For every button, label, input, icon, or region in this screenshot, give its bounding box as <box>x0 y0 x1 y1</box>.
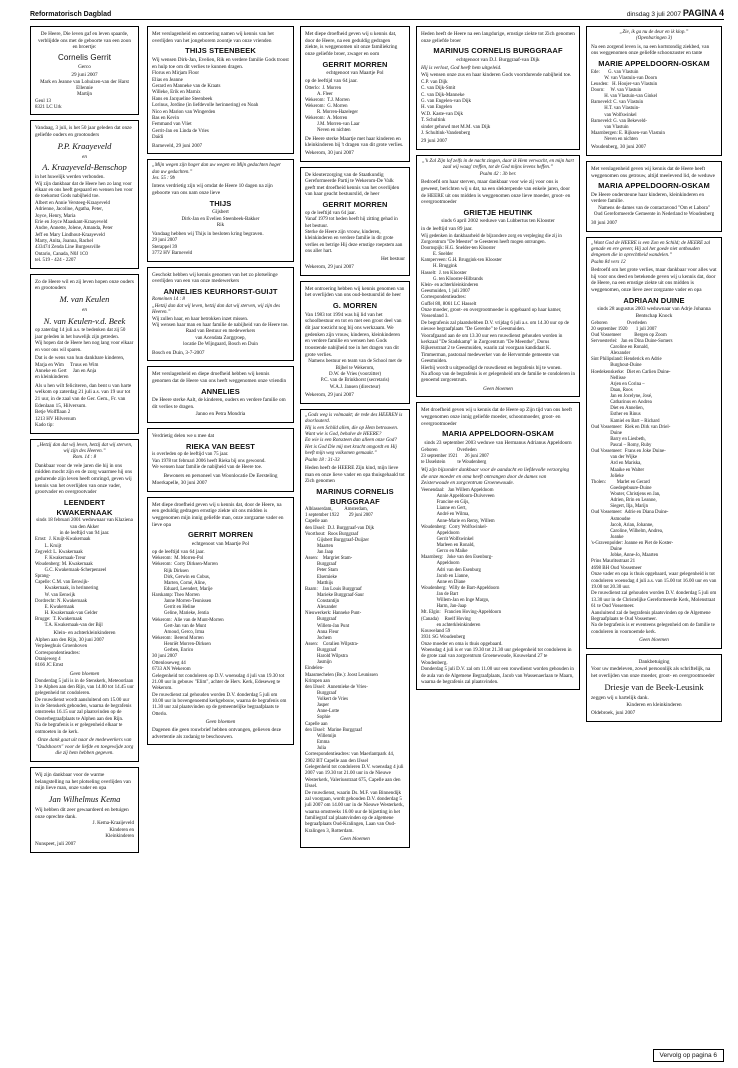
condolence-thijs-steenbeek: Met verslagenheid en ontroering namen wij kennis van het overlijden van het jongeborem zoontje van onze vrienden THIJS STEENBEEK Wij wensen Dirk-Jan, Evelien, Rik en verdere familie Gods troost en hulp toe om dit verlies te kunnen dragen. Florus en Mirjam Floor Elias en Jeanne Gerard en Manneke van de Kraats Willeke, Erik en Marnix Hans en Jacqueline Steenbeek Lorinus, Jordine (in liefdevolle herinnering) en Noah Nico en Marion van Wingerden Bas en Kevin Femmand van Vliet Gerrit-Jan en Linda de Vries Daïdi Barneveld, 29 juni 2007 <box>147 26 294 154</box>
condolence-keurhorst: Geschokt hebben wij kennis genomen van het zo plotselinge overlijden van een van onze medewerkers ANNELIES KEURHORST-GUIJT Romeinen 14 : 8 „Hetzij dan dat wij leven, hetzij dan dat wij sterven, wij zijn des Heeren.” Wij zullen haar, en haar betrokken inzet missen. Wij wensen haar man en haar familie de nabijheid van de Heere toe. Raad van Bestuur en medewerkers van Acendata Zorggroep, locatie De Wijngaard, Bosch en Duin Bosch en Duin, 3-7-2007 <box>147 267 294 362</box>
column-2 <box>147 26 294 1048</box>
anniversary-van-keulen: Zo de Heere wil en zij leven hopen onze ouders en grootouders M. van Keulen en N. van Keulen-v.d. Beek op zaterdag 14 juli a.s. te bedenken dat zij 50 jaar geleden in het huwelijk zijn getreden. Wij hopen dat de Heere hen nog lang voor elkaar en voor ons wil sparen. Dat is de wens van hun dankbare kinderen, Marja en Wim Truus en Wim Anneke en Gert Jan en Anja en kleinkinderen Als u hen wilt feliciteren, dan bent u van harte welkom op zaterdag 21 juli a.s. van 19 uur tot 21 uur, in de zaal van de Ger. Gem., Fr. van Edenlaan 15, Hilversum. Betje Wolfflaan 2 1213 HV Hilversum Kado tip: <box>30 274 139 434</box>
continue-link[interactable]: Vervolg op pagina 6 <box>653 1049 724 1062</box>
obituary-maria-appeldoorn-family: Met droefheid geven wij u kennis dat de Heere op Zijn tijd van ons heeft weggenomen onze innig geliefde moeder, schoonmoeder, groot- en overgrootmoeder MARIA APPELDOORN-OSKAM sinds 23 september 2003 weduwe van Hermanus Adrianus Appeldoorn Geboren Overleden 23 september 1921 26 juni 2007 te IJsselstein te Woudenberg Wij zijn bijzonder dankbaar voor de aandacht en liefdevolle verzorging die onze moeder en oma heeft ontvangen door de dames van Zeisterwoude en zorgcentrum Groenewoude. Veenendaal: Jan Willem Appeldoorn Annie Appeldoorn-Duiveveen Francine en Gijs, Lianne en Gert, André en Wilma, Anne-Marie en Remy, Willem Woudenberg: Corry Wolfswinkel- Appeldoorn Gerrit Wolfswinkel Marleen en Ronald, Gerco en Maike Maarnberg: Joke van den Esenburg- Appeldoorn Adri van den Esenburg Jacob en Lianne, Anne en Diane Woudenberg: Willy de Bart-Appeldoorn Jan de Bart Willem-Jan en Inge Margo, Harm, Jan-Jaap Mt. Elgin: Francien Hoving-Appeldoorn (Canada) Roelf Hoving en achterkleinkinderen Kouweland 59 3931 SG Woudenberg Onze moeder en oma is thuis opgebaard. Woensdag 4 juli is er van 19.30 tot 21.30 uur gelegenheid tot condoleren in de grote zaal van zorgcentrum Groenewoude, Kouweland 27 te Woudenberg. Donderdag 5 juli D.V. zal om 11.00 uur een rouwdienst worden gehouden in de aula van de Algemene Begraafplaats, Jacob van Wassenaerlaan te Maarn, waarna de begrafenis zal plaatsvinden. <box>416 402 580 690</box>
obituary-grietje-heutink: „'k Zal Zijn lof zelfs in de nacht zingen, daar ik Hem verwacht, en mijn hart zaal wij waag' treffen, tot de God mijns levens heffen.” Psalm 42 : 3b ber. Bedroefd om haar sterven, maar dankbaar voor wie zij voor ons is geweest, berichten wij u dat, na een slekterpende van enkele jaren, door de HEERE uit ons midden is weggenomen onze lieve moeder, groot- en overgrootmoeder GRIETJE HEUTINK sinds 6 april 2002 weduwe van Lubbertus ten Klooster in de leeftijd van 89 jaar. Wij gedenken in dankbaarheid de bijzondere zorg en verpleging die zij in Zorgcentrum "De Meester" te Geesteren heeft mogen ontvangen. Doornspijk: H.G. Snelder-ten Klooster E. Snelder Kamperveen: G.H. Bruggink-ten Klooster H. Bruggink Hasselt: J. ten Klooster G. ten Klooster-Hilbrands Klein- en achterkleinkinderen Geesmuiden, 1 juli 2007 Correspondentieadres: Guffel 80, 8061 LC Hasselt Onze moeder, groot- en overgrootmoeder is opgebaard op haar kamer, Vossenland 3. De begrafenis zal plaatshebben D.V. vrijdag 6 juli a.s. om 14.30 uur op de nieuwe begraafplaats "De Gerenhe" te Geesmuiden. Voorafgaand aan de om 13.30 uur een rouwdienst gehouden worden in kerkzaal "De Stadskamp" in Zorgcentrum "De Meenthe", Dorus Rijkersstraat 2 te Geesmuiden, waarin zal voorgaan kandidaat K. Timmerman, pastoraal medewerker van de Hervormde gemeente van Geesmuiden. Hierbij wordt u uitgenodigd de rouwdienst en begrafenis bij te wonen. Na afloop van de begrafenis is er gelegenheid om de familie te condoleren in genoemd zorgcentrum. Geen bloemen <box>416 155 580 397</box>
page-header <box>30 6 724 20</box>
obituary-kwakernaak: „Hetzij dan dat wij leven, hetzij dat wij sterven, wij zijn des Heeren.” Rom. 14 : 8 Dankbaar voor de vele jaren die hij in ons midden mocht zijn en de zorg waarmee hij ons gedurende zijn leven heeft omringd, geven wij kennis van het overlijden van onze vader, grootvader en overgrootvader LEENDERT KWAKERNAAK sinds 18 februari 2001 weduwnaar van Klaziena van den Akker in de leeftijd van 94 jaar. Ernst: J. Kruijt-Kwakernaak L. Kruijt Zegveld: L. Kwakernaak F. Kwakernaak-Treur Woudenberg: M. Kwakernaak G.C. Kwakernaak-Scherpenzeel Sprang- Capelle: C.M. van Eenwijk- Kwakernaak, in herinnering W. van Eenwijk Dordrecht: N. Kwakernaak E. Kwakernaak H. Kwakernaak-van Gelder Brugge: T. Kwakernaak T.A. Kwakernaak-van der Bijl Klein- en achterkleinkinderen Alphen aan den Rijn, 30 juni 2007 Verpleeghuis Groenhoven Correspondentieadres: Oranjeweg 4 8166 JC Emst Geen bloemen Donderdag 5 juli is in de Stenskerk, Meteoorlaan 3 te Alphen aan den Rijn, van 14.00 tot 14.45 uur gelegenheid tot condoleren. De rouwdienst wordt aansluitend om 15.00 uur in de Stenskerk gehouden, waarna de begrafenis omstreeks 16.15 uur zal plaatsvinden op de Oosterbegraafplaats te Alphen aan den Rijn. Na de begrafenis is er gelegenheid elkaar te ontmoeten in de kerk. Onze dank gaat uit naar de medewerkers van "Oudshoorn" voor de liefde en toegewijde zorg die zij hem hebben gegeven. <box>30 439 139 762</box>
obituary-gerrit-morren-siblings: Met diepe droefheid geven wij u kennis dat, door de Heere, na een geduldig gedragen ziekte, is weggenomen uit onze familiekring onze geliefde broer, zwager en oom GERRIT MORREN echtgenoot van Maartje Pol op de leeftijd van 64 jaar. Otterlo: J. Morren A. Fleer Wekerom: T.J. Morren Wekerom: G. Morren R. Morren-Hazeleger Wekerom: A. Morren J.M. Morren-van Laar Neven en nichten De Heere sterke Maartje met haar kinderen en kleinkinderen bij 't dragen van dit grote verlies. Wekerom, 30 juni 2007 <box>300 26 410 162</box>
death-thijs: „Mijn wegen zijn hoger dan uw wegen en Mijn gedachten hoger dan uw gedachten.” Jes. 55 : 9b Intens verdrietig zijn wij omdat de Heere 10 dagen na zijn geboorte van ons nam onze lieve THIJS Gijsbert Dirk-Jan en Evelien Steenbeek-Bakker Rik Vandaag hebben wij Thijs in besloten kring begraven. 29 juni 2007 Sterappel 39 3772 HV Barneveld <box>147 159 294 261</box>
obituary-gerrit-morren-sgp: De kleuterzorging van de Staatkundig Gereformeerde Partij te Wekerom-De Valk geeft met droefheid kennis van het overlijden van haar geacht bestuurslid, de heer GERRIT MORREN op de leeftijd van 64 jaar. Vanaf 1979 tot heden heeft hij zitting gehad in het bestuur. Sterke de Heere zijn vrouw, kinderen, kleinkinderen en verdere familie in dit grote verlies en betrige Hij deze ernstige roepstem aan ons aller hart. Het bestuur Wekerom, 29 juni 2007 <box>300 167 410 276</box>
notice-rieka-van-beest: Verdrietig delen we u mee dat RIEKA VAN BEEST is overleden op de leeftijd van 75 jaar. Van 1978 tot februari 2006 heeft Rieka bij ons gewoond. We wensen haar familie de nabijheid van de Heere toe. Bewoners en personeel van Woonlocatie De Eersteling Moerkapelle, 30 juni 2007 <box>147 428 294 492</box>
obituary-gerrit-morren-family: Met diepe droefheid geven wij u kennis dat, door de Heere, na een geduldig gedragen ernstige ziekte uit ons midden is weggenomen mijn innig geliefde man, onze zorgzame vader en lieve opa GERRIT MORREN echtgenoot van Maartje Pol op de leeftijd van 64 jaar. Wekerom: M. Morren-Pol Wekerom: Corry Dirksen-Morren Rijk Dirksen Dirk, Gerwin en Cobus, Marten, Corné, Aline, Eduard, Leendert, Marije Harskamp: Theo Morren Janne Morren-Teunissen Gerrit en Heline Geline, Marieke, Jentia Wekerom: Alie van de Munt-Morren Gert-Jan van de Munt Arnoud, Gerco, Irma Wekerom: Berend Morren Henriët Morren-Dirksen Gerben, Enrico 30 juni 2007 Ottenloseweg 44 6733 AN Wekerom Gelegenheid tot condoleren op D.V. woensdag 4 juli van 19.30 tot 21.00 uur in gebouw "Elim", achter de Herv. Kerk, Edeseweg te Wekerom. De rouwdienst zal gehouden worden D.V. donderdag 5 juli om 10.00 uur in bovengenoemd kerkgebouw, waarna de begrafenis om 11.30 uur zal plaatsvinden op de gemeentelijke begraafplaats te Otterlo. Geen bloemen Dagenen die geen rouwbrief hebben ontvangen, gelieven deze advertentie als zodanig te beschouwen. <box>147 497 294 745</box>
obituary-g-morren-school: Met ontroering hebben wij kennis genomen van het overlijden van ons oud-bestuurslid de heer G. MORREN Van 1983 tot 1994 was hij lid van het schoolbestuur en tot en met een groot deel van dit jaar toezicht nog bij ons werkzaam. We gedenken zijn vrouw, kinderen, kleinkinderen en verdere familie en wensen hen Gods troostende nabijheid toe in het dragen van dit grote verlies. Namens bestuur en team van de School met de Bijbel te Wekerom, D.W. de Vries (voorzitter) P.C. van de Brinkhorst (secretaris) W.A.J. Jansen (directeur) Wekerom, 29 juni 2007 <box>300 281 410 404</box>
condolence-annelies: Met verslagenheid en diepe droefheid hebben wij kennis genomen dat de Heere van ons heeft weggenomen onze vriendin ANNELIES De Heere sterke Aalt, de kinderen, ouders en verdere familie om dit verlies te dragen. Janno en Petra Mondria <box>147 366 294 423</box>
column-1 <box>30 26 139 1048</box>
birth-announcement: De Heere, Die leven gaf en leven spaarde, verblijdde ons met de geboorte van een zoon en broertje: Cornelis Gerrit Gerco 29 juni 2007 Mark en Jeanne van Lohuizen-van der Harst Ellennie Martijn Geul 13 8321 LC Urk <box>30 26 139 115</box>
obituary-burggraaf-siblings: Heden heeft de Heere na een langdurige, ernstige ziekte tot Zich genomen onze geliefde broer MARINUS CORNELIS BURGGRAAF echtgenoot van D.J. Burggraaf-van Dijk Hij is verlost, God heeft hem uitgeleid. Wij wensen onze zus en haar kinderen Gods voortdurende nabijheid toe. C.P. van Dijk C. van Dijk-Smit C. van Dijk-Manneke G. van Engelen-van Dijk H. van Engelen W.D. Kaste-van Dijk T. Schultink sinder gehuwd met M.M. van Dijk J. Schultink-Vandenberg 29 juni 2007 <box>416 26 580 150</box>
page-date: dinsdag 3 juli 2007 PAGINA 4 <box>626 8 724 18</box>
obituary-adriaan-duine: „Want God de HEERE is een Zon en Schild; de HEERE zal genade en ere geven; Hij zal het goede niet onthouden dengenen die in oprechtheid wandelen.” Psalm 84 vers 12 Bedroefd om het grote verlies, maar dankbaar voor alles wat hij voor ons deed en betekende geven wij u kennis dat, door de Heere, na een ernstige ziekte uit ons midden is weggenomen, onze lieve zeer zorgzame vader en opa ADRIAAN DUINE sinds 28 augustus 2003 weduwnaar van Adrje Johanna Bentschap Knock Geboren Overleden 20 september 1920 1 juli 2007 Oud Vossemeer Bergen op Zoom Servoesterlei: Jan en Dina Duine-Somers Caroline en Ronald, Alexander Sint Philipsland: Henderick en Adrie Burghout-Duine Hoedekenskerke: Diet en Carlien Duine- Nellisse Arjen en Corina – Daan, Roos Jan en Jocelyne, José, Catharinus en Andrea Diet en Annelien, Esther en Rinus Kamiel en Bart – Richard Oud Vossemeer: Riek en Dirk van Driel- Duine Barry en Liesbeth, Pascal – Romy, Ruby Oud Vossemeer: Frans en Joke Duine- van der Wijke Ard en Mariska, Maaike en Walter Jolieke Tholen: Marlet en Gerard Goedegebuure-Duine Wouter, Christjens en Jan, Adrien, Brin en Leanne, Siegert, Ilja, Marijn Oud Vossemeer: Adrie en Diana Duine- Asmoudse Jacob, Arian, Johanne, Caroline, Wilhelm, Andrea, Joanke 's-Gravenpolder: Joanne en Piet de Koster- Duine Jobke, Anne-Jo, Maarten Prins Mauritsstraat 21 4698 BH Oud Vossemeer Onze vader en opa is thuis opgebaard, waar gelegenheid is tot condoleren woensdag 4 juli a.s. van 15.00 tot 16.00 uur en van 19.00 tot 20.30 uur. De rouwdienst zal gehouden worden D.V. donderdag 5 juli om 13.30 uur in de Christelijke Gereformeerde Kerk, Molenstraat 61 te Oud Vossemeer. Aansluitend zal de begrafenis plaatsvinden op de Algemene Begraafplaats te Oud Vossemeer. Na de begrafenis is er eventeens gelegenheid om de familie te condoleren in voornoemde kerk. Geen bloemen <box>586 237 722 649</box>
obituary-marie-appeldoorn-relatives: „Zie, ik ga nu de deur en ik klop.” (Openbaringen 3) Na een zorgend leven is, na een kortstondig ziekbed, van ons weggenomen onze geliefde schoonzuster en tante MARIE APPELDOORN-OSKAM Ede: G. van Vlastuin W. van Vlastuin-van Doorn Leusden: H. Hoojer-van Vlastuin Doorn: W. van Vlastuin H. van Vlastuin-van Ginkel Barneveld: C. van Vlastuin H.T. van Vlastuin- van Wolfswinkel Barneveld: G. van Bekeveld- van Vlastuin Maarnbergen: E. Rijksen-van Vlastuin Neven en nichten Woudenberg, 30 juni 2007 <box>586 26 722 156</box>
column-3 <box>300 26 410 1048</box>
anniversary-kraayeveld: Vandaag, 3 juli, is het 50 jaar geleden dat onze geliefde ouders en grootouders P.P. Kraayeveld en A. Kraayeveld-Benschop in het huwelijk werden verbonden. Wij zijn dankbaar dat de Heere hen zo lang voor elkaar en ons heeft gespaard en wensen hen voor de toekomst Gods nabijheid toe. Albert en Annie Versteeg-Kraayeveld Adrienne, Jacoline, Agatha, Peter, Joyce, Henry, Maria Erie en Joyce Maaskant-Kraayeveld Andre, Annette, Jolene, Amanda, Peter Jeff en Mary Lindhout-Kraayeveld Marty, Anita, Joanna, Rachel 433474 Zenda Line Burgessville Ontario, Canada, N0J 1C0 tel. 519 - 424 - 2207 <box>30 120 139 268</box>
column-4 <box>416 26 580 1048</box>
child-name: Cornelis Gerrit <box>57 52 112 62</box>
obituary-maria-appeldoorn-ladies: Met verslagenheid geven wij kennis dat de Heere heeft weggenomen ons getrouw, altijd meelevend lid, de weduwe MARIA APPELDOORN-OSKAM De Heere ondersteune haar kinderen, kleinkinderen en verdere familie. Namens de dames van de contactavond "Om et Labora" Oud Gereformeerde Gemeente in Nederland te Woudenberg 30 juni 2007 <box>586 161 722 232</box>
newspaper-name: Reformatorisch Dagblad <box>30 11 112 18</box>
obituary-burggraaf-family: „Gods weg is volmaakt; de rede des HEEREN is doorlouterd. Hij is een Schild allen, die op Hem betrouwen. Want wie is God, behalve de HEERE? En wie is een Rotssteen dan alleen onze God? Het is God Die mij met kracht omgordt en Hij heeft mijn weg volkomen gemaakt.” Psalm 18 : 31-33 Heden heeft de HEERE Zijn kind, mijn lieve man en onze lieve vader en opa thuisgehaald tot Zich genomen MARINUS CORNELIS BURGGRAAF Alblasserdam, Amsterdam, 1 september 1922 29 juni 2007 Capelle aan den IJssel: D.J. Burggraaf-van Dijk Voorthout: Roos Burggraaf Gijsbert Burggraaf-Duijzer Maarten Jan Jaap Assen: Margriet Stam- Burggraaf Peter Stam Elsemieke Matthijs Baarn: Jan Louis Burggraaf Marieke Burggraaf-Saur Constantijn Alexander Nieuwerkerk: Hanneke Punt- Burggraaf Willem-Jan Punt Anna Fleur Jochem Assen: Coralien Wilpstra- Burggraaf Harold Wilpstra Jasmijn Eindelen- Maasmechelen (Be.): Joost Leunissen Krimpen aan den IJssel: Annemieke de Vries- Burggraaf Volkert de Vries Jasper Anne-Lotte Sophie Capelle aan den IJssel: Marine Burggraaf Willemijn Emma Julia Correspondentieadres: van Maerlantpark 44, 2902 BT Capelle aan den IJssel Gelegenheid tot condoleren D.V. woensdag 4 juli 2007 van 19.30 tot 21.00 uur in de Nieuwe Westerkerk, Valeriusstraat 675, Capelle aan den IJssel. De rouwdienst, waarin Ds. M.F. van Binnendijk zal voorgaan, wordt gehouden D.V. donderdag 5 juli 2007 om 14.00 uur in de Nieuwe Westerkerk, waarna omstreeks 16.00 uur de bijzetting in het familiegraf zal plaatsvinden op de algemene begraafplaats Oud-Kralingen, Laan van Oud-Kralingen 3, Rotterdam. Geen bloemen <box>300 409 410 848</box>
thanks-driesje-van-de-beek: Dankbetuiging Voor uw medeleven, zowel persoonlijk als schriftelijk, na het overlijden van onze moeder, groot- en overgrootmoeder Driesje van de Beek-Leusink zeggen wij u hartelijk dank. Kinderen en kleinkinderen Oldebroek, juni 2007 <box>586 654 722 722</box>
thanks-kema: Wij zijn dankbaar voor de warme belangstelling na het plotseling overlijden van mijn lieve man, onze vader en opa Jan Wilhelmus Kema Wij hebben dit zeer gewaardeerd en betuigen onze oprechte dank. J. Kema-Kraaijeveld Kinderen en Kleinkinderen Nunspeet, juli 2007 <box>30 767 139 853</box>
column-5 <box>586 26 722 1048</box>
